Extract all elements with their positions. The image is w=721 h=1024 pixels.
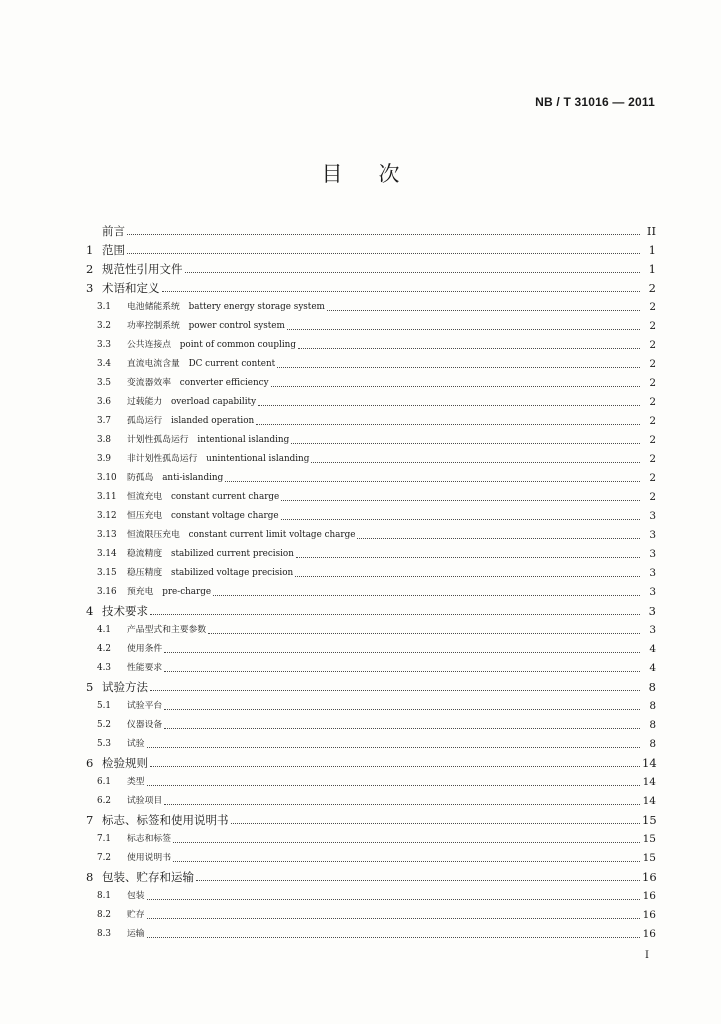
toc-entry-number: 4.3: [97, 663, 111, 673]
toc-entry-number: 5.3: [97, 739, 111, 749]
toc-entry-number: 7: [86, 813, 94, 827]
toc-entry-number: 8.2: [97, 910, 111, 920]
toc-section-entry[interactable]: [86, 845, 656, 864]
toc-entry-label: 技术要求: [102, 604, 148, 618]
toc-section-entry[interactable]: [86, 427, 656, 446]
toc-entry-page: 14: [642, 795, 656, 807]
toc-entry-page: 4: [649, 643, 656, 655]
toc-entry-number: 3.3: [97, 340, 111, 350]
toc-chapter-entry[interactable]: [86, 275, 656, 294]
toc-section-entry[interactable]: [86, 389, 656, 408]
toc-section-entry[interactable]: [86, 921, 656, 940]
toc-entry-page: 2: [649, 415, 656, 427]
toc-entry-page: 8: [649, 719, 656, 731]
toc-entry-number: 4.2: [97, 644, 111, 654]
toc-entry-number: 3.6: [97, 397, 111, 407]
toc-dot-leader: [147, 747, 640, 748]
toc-dot-leader: [281, 519, 640, 520]
toc-dot-leader: [164, 671, 640, 672]
toc-dot-leader: [185, 272, 641, 273]
toc-section-entry[interactable]: [86, 465, 656, 484]
toc-entry-label: 包装、贮存和运输: [102, 870, 194, 884]
toc-dot-leader: [225, 481, 640, 482]
toc-entry-number: 3.16: [97, 587, 117, 597]
toc-dot-leader: [147, 918, 640, 919]
toc-entry-label: 性能要求: [127, 663, 163, 673]
page-title: 目次: [321, 162, 436, 186]
toc-entry-number: 4: [86, 604, 94, 618]
toc-dot-leader: [291, 443, 640, 444]
toc-dot-leader: [298, 348, 640, 349]
toc-dot-leader: [164, 728, 640, 729]
toc-entry-page: II: [646, 224, 656, 238]
toc-dot-leader: [277, 367, 640, 368]
toc-entry-number: 3.11: [97, 492, 117, 502]
toc-entry-label: 使用说明书: [127, 853, 171, 863]
toc-chapter-entry[interactable]: [86, 864, 656, 883]
toc-entry-number: 5.1: [97, 701, 111, 711]
toc-section-entry[interactable]: [86, 332, 656, 351]
page-number: I: [645, 950, 649, 961]
toc-dot-leader: [256, 424, 640, 425]
toc-section-entry[interactable]: [86, 655, 656, 674]
toc-section-entry[interactable]: [86, 351, 656, 370]
toc-entry-label: 仪器设备: [127, 720, 163, 730]
toc-entry-label: 恒压充电 constant voltage charge: [127, 511, 279, 521]
toc-entry-page: 15: [642, 813, 657, 827]
toc-dot-leader: [173, 861, 640, 862]
toc-entry-label: 计划性孤岛运行 intentional islanding: [127, 435, 290, 445]
toc-entry-number: 2: [86, 262, 94, 276]
toc-entry-page: 16: [642, 870, 657, 884]
toc-entry-page: 3: [648, 604, 656, 618]
toc-entry-page: 2: [649, 491, 656, 503]
toc-chapter-entry[interactable]: [86, 256, 656, 275]
toc-section-entry[interactable]: [86, 788, 656, 807]
toc-entry-label: 功率控制系统 power control system: [127, 321, 285, 331]
toc-entry-label: 包装: [127, 891, 145, 901]
toc-entry-page: 4: [649, 662, 656, 674]
toc-entry-page: 3: [649, 548, 656, 560]
toc-chapter-entry[interactable]: [86, 237, 656, 256]
toc-section-entry[interactable]: [86, 313, 656, 332]
toc-entry-label: 变流器效率 converter efficiency: [127, 378, 269, 388]
toc-entry-label: 使用条件: [127, 644, 163, 654]
toc-dot-leader: [127, 234, 640, 235]
toc-entry-page: 8: [648, 680, 656, 694]
toc-entry-number: 3.12: [97, 511, 117, 521]
toc-section-entry[interactable]: [86, 712, 656, 731]
toc-chapter-entry[interactable]: [86, 674, 656, 693]
toc-entry-label: 运输: [127, 929, 145, 939]
toc-entry-number: 7.2: [97, 853, 111, 863]
toc-dot-leader: [150, 690, 640, 691]
toc-entry-page: 8: [649, 738, 656, 750]
toc-entry-label: 试验项目: [127, 796, 163, 806]
toc-entry-page: 15: [642, 833, 656, 845]
toc-entry-label: 稳流精度 stabilized current precision: [127, 549, 294, 559]
toc-entry-label: 试验平台: [127, 701, 163, 711]
toc-entry-number: 3: [86, 281, 94, 295]
toc-entry-number: 8.3: [97, 929, 111, 939]
toc-entry-label: 预充电 pre-charge: [127, 587, 212, 597]
toc-entry-number: 3.5: [97, 378, 111, 388]
toc-chapter-entry[interactable]: [86, 598, 656, 617]
toc-section-entry[interactable]: [86, 503, 656, 522]
toc-dot-leader: [150, 766, 640, 767]
toc-entry-page: 2: [649, 396, 656, 408]
toc-chapter-entry[interactable]: [86, 750, 656, 769]
toc-entry-label: 试验: [127, 739, 145, 749]
toc-dot-leader: [164, 804, 640, 805]
toc-dot-leader: [147, 899, 640, 900]
toc-section-entry[interactable]: [86, 883, 656, 902]
toc-entry-page: 3: [649, 567, 656, 579]
toc-section-entry[interactable]: [86, 826, 656, 845]
toc-entry-label: 恒流限压充电 constant current limit voltage charge: [127, 530, 356, 540]
toc-section-entry[interactable]: [86, 617, 656, 636]
toc-entry-number: 3.9: [97, 454, 111, 464]
toc-entry-page: 2: [649, 339, 656, 351]
toc-entry-number: 3.7: [97, 416, 111, 426]
toc-section-entry[interactable]: [86, 408, 656, 427]
toc-entry-number: 8: [86, 870, 94, 884]
toc-section-entry[interactable]: [86, 541, 656, 560]
toc-entry-page: 16: [642, 928, 656, 940]
toc-entry-label: 公共连接点 point of common coupling: [127, 340, 296, 350]
toc-entry-page: 2: [649, 377, 656, 389]
toc-dot-leader: [173, 842, 640, 843]
toc-entry-page: 1: [648, 243, 656, 257]
toc-entry-page: 2: [649, 472, 656, 484]
toc-entry-number: 6: [86, 756, 94, 770]
toc-dot-leader: [162, 291, 641, 292]
toc-entry-page: 2: [649, 453, 656, 465]
toc-dot-leader: [296, 557, 640, 558]
toc-dot-leader: [281, 500, 640, 501]
toc-dot-leader: [357, 538, 640, 539]
toc-section-entry[interactable]: [86, 370, 656, 389]
toc-entry-number: 3.4: [97, 359, 111, 369]
toc-entry-number: 3.8: [97, 435, 111, 445]
toc-dot-leader: [147, 937, 640, 938]
toc-entry-number: 5: [86, 680, 94, 694]
toc-entry-number: 6.2: [97, 796, 111, 806]
toc-entry-page: 3: [649, 529, 656, 541]
standard-code: NB / T 31016 — 2011: [535, 95, 655, 109]
toc-section-entry[interactable]: [86, 636, 656, 655]
toc-entry-label: 直流电流含量 DC current content: [127, 359, 276, 369]
toc-entry-number: 5.2: [97, 720, 111, 730]
toc-entry-number: 3.10: [97, 473, 117, 483]
toc-entry-page: 2: [649, 358, 656, 370]
toc-entry-page: 14: [642, 776, 656, 788]
toc-section-entry[interactable]: [86, 446, 656, 465]
toc-dot-leader: [258, 405, 640, 406]
toc-entry-label: 防孤岛 anti-islanding: [127, 473, 224, 483]
toc-dot-leader: [164, 709, 640, 710]
toc-dot-leader: [164, 652, 640, 653]
toc-entry-page: 16: [642, 890, 656, 902]
toc-entry-page: 3: [649, 510, 656, 522]
toc-entry-label: 过载能力 overload capability: [127, 397, 257, 407]
toc-entry-number: 3.13: [97, 530, 117, 540]
toc-entry-label: 贮存: [127, 910, 145, 920]
toc-section-entry[interactable]: [86, 731, 656, 750]
toc-entry-label: 范围: [102, 243, 125, 257]
toc-entry-number: 7.1: [97, 834, 111, 844]
toc-entry-page: 2: [648, 281, 656, 295]
toc-entry-page: 2: [649, 320, 656, 332]
toc-entry-page: 1: [648, 262, 656, 276]
toc-section-entry[interactable]: [86, 902, 656, 921]
toc-entry-page: 15: [642, 852, 656, 864]
toc-entry-page: 2: [649, 301, 656, 313]
toc-entry-label: 恒流充电 constant current charge: [127, 492, 280, 502]
toc-entry-label: 类型: [127, 777, 145, 787]
toc-section-entry[interactable]: [86, 769, 656, 788]
toc-section-entry[interactable]: [86, 560, 656, 579]
toc-entry-number: 1: [86, 243, 94, 257]
toc-entry-page: 3: [649, 586, 656, 598]
toc-dot-leader: [271, 386, 640, 387]
toc-entry-page: 8: [649, 700, 656, 712]
toc-entry-label: 电池储能系统 battery energy storage system: [127, 302, 325, 312]
toc-chapter-entry[interactable]: [86, 807, 656, 826]
toc-entry-label: 标志和标签: [127, 834, 171, 844]
toc-entry-number: 3.14: [97, 549, 117, 559]
toc-dot-leader: [213, 595, 640, 596]
toc-entry-page: 14: [642, 756, 657, 770]
toc-entry-label: 试验方法: [102, 680, 148, 694]
toc-dot-leader: [147, 785, 640, 786]
toc-entry-label: 稳压精度 stabilized voltage precision: [127, 568, 294, 578]
toc-entry-page: 16: [642, 909, 656, 921]
toc-entry-label: 产品型式和主要参数: [127, 625, 207, 635]
table-of-contents: [86, 218, 656, 940]
toc-dot-leader: [150, 614, 640, 615]
toc-entry-label: 检验规则: [102, 756, 148, 770]
toc-dot-leader: [327, 310, 640, 311]
toc-chapter-entry[interactable]: [86, 218, 656, 237]
toc-entry-label: 规范性引用文件: [102, 262, 183, 276]
toc-entry-page: 3: [649, 624, 656, 636]
toc-entry-number: 3.1: [97, 302, 111, 312]
toc-dot-leader: [127, 253, 640, 254]
toc-section-entry[interactable]: [86, 693, 656, 712]
toc-entry-label: 孤岛运行 islanded operation: [127, 416, 255, 426]
toc-entry-page: 2: [649, 434, 656, 446]
toc-entry-number: 3.2: [97, 321, 111, 331]
toc-dot-leader: [295, 576, 640, 577]
toc-section-entry[interactable]: [86, 522, 656, 541]
toc-dot-leader: [311, 462, 640, 463]
toc-entry-label: 术语和定义: [102, 281, 160, 295]
toc-entry-number: 4.1: [97, 625, 111, 635]
toc-entry-number: 3.15: [97, 568, 117, 578]
toc-entry-number: 6.1: [97, 777, 111, 787]
toc-section-entry[interactable]: [86, 294, 656, 313]
toc-section-entry[interactable]: [86, 579, 656, 598]
toc-entry-label: 标志、标签和使用说明书: [102, 813, 229, 827]
toc-dot-leader: [287, 329, 640, 330]
toc-dot-leader: [196, 880, 640, 881]
toc-dot-leader: [208, 633, 640, 634]
toc-section-entry[interactable]: [86, 484, 656, 503]
toc-entry-label: 非计划性孤岛运行 unintentional islanding: [127, 454, 310, 464]
toc-entry-label: 前言: [102, 224, 125, 238]
toc-dot-leader: [231, 823, 641, 824]
toc-entry-number: 8.1: [97, 891, 111, 901]
